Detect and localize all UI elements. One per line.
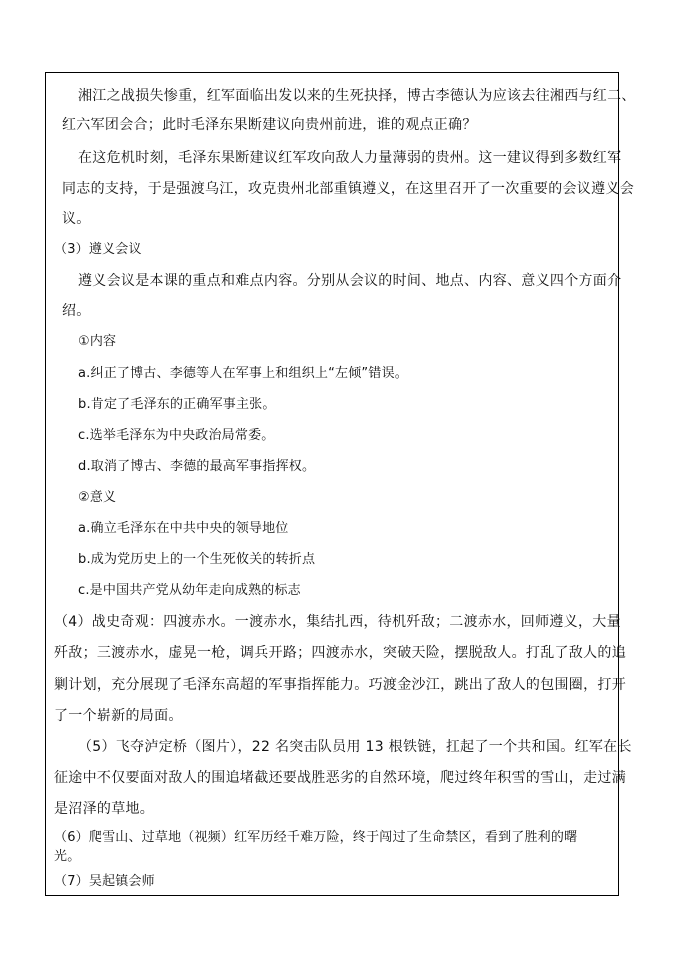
paragraph-line: 遵义会议是本课的重点和难点内容。分别从会议的时间、地点、内容、意义四个方面介 — [78, 273, 622, 289]
paragraph-line: 同志的支持，于是强渡乌江，攻克贵州北部重镇遵义，在这里召开了一次重要的会议遵义会 — [62, 181, 634, 197]
section-heading: （7）吴起镇会师 — [54, 874, 155, 889]
paragraph-line: 征途中不仅要面对敌人的围追堵截还要战胜恶劣的自然环境，爬过终年积雪的雪山，走过满 — [54, 770, 626, 786]
section-heading: （3）遵义会议 — [54, 242, 142, 257]
list-item: a.确立毛泽东在中共中央的领导地位 — [78, 521, 289, 536]
subheading-content: ①内容 — [78, 334, 117, 349]
list-item: c.选举毛泽东为中央政治局常委。 — [78, 428, 275, 443]
paragraph-line: 了一个崭新的局面。 — [54, 708, 183, 724]
paragraph-line: （5）飞夺泸定桥（图片），22 名突击队员用 13 根铁链，扛起了一个共和国。红军在长 — [78, 739, 632, 755]
paragraph-line: 光。 — [54, 849, 81, 864]
list-item: b.肯定了毛泽东的正确军事主张。 — [78, 397, 276, 412]
subheading-significance: ②意义 — [78, 490, 117, 505]
table-bottom-border — [45, 895, 619, 896]
paragraph-line: 湘江之战损失惨重，红军面临出发以来的生死抉择，博古李德认为应该去往湘西与红二、 — [78, 88, 636, 104]
list-item: c.是中国共产党从幼年走向成熟的标志 — [78, 583, 301, 598]
paragraph-line: （4）战史奇观：四渡赤水。一渡赤水，集结扎西，待机歼敌；二渡赤水，回师遵义，大量 — [54, 614, 621, 630]
paragraph-line: 绍。 — [62, 303, 91, 319]
paragraph-line: 在这危机时刻，毛泽东果断建议红军攻向敌人力量薄弱的贵州。这一建议得到多数红军 — [78, 150, 622, 166]
paragraph-line: 剿计划，充分展现了毛泽东高超的军事指挥能力。巧渡金沙江，跳出了敌人的包围圈，打开 — [54, 677, 626, 693]
paragraph-line: 是沼泽的草地。 — [54, 801, 155, 817]
paragraph-line: 歼敌；三渡赤水，虚晃一枪，调兵开路；四渡赤水，突破天险，摆脱敌人。打乱了敌人的追 — [54, 645, 626, 661]
list-item: d.取消了博古、李德的最高军事指挥权。 — [78, 459, 316, 474]
paragraph-line: 红六军团会合；此时毛泽东果断建议向贵州前进，谁的观点正确？ — [62, 117, 477, 133]
paragraph-line: 议。 — [62, 211, 91, 227]
list-item: b.成为党历史上的一个生死攸关的转折点 — [78, 552, 316, 567]
paragraph-line: （6）爬雪山、过草地（视频）红军历经千难万险，终于闯过了生命禁区，看到了胜利的曙 — [54, 830, 578, 845]
list-item: a.纠正了博古、李德等人在军事上和组织上“左倾”错误。 — [78, 366, 408, 381]
